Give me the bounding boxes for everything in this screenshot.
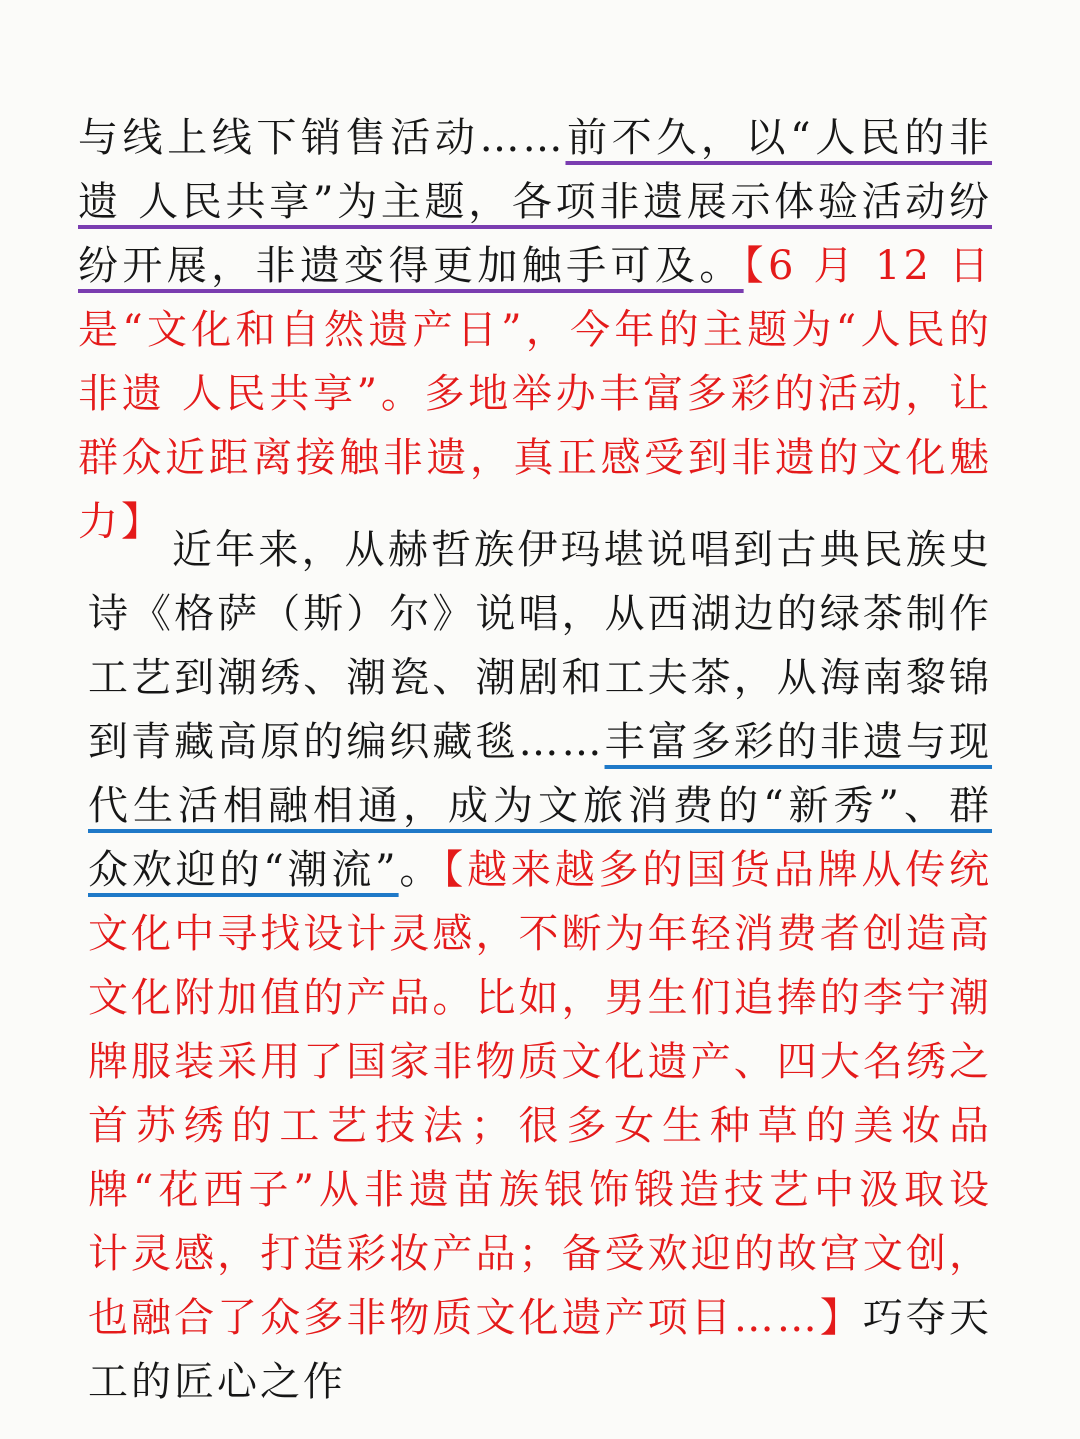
paragraph-1-underlined-highlight: 前不久，以“人民的非遗 人民共享”为主题，各项非遗展示体验活动纷纷开展，非遗变得更加触手可及。 — [78, 115, 993, 289]
paragraph-2 — [88, 518, 992, 1414]
paragraph-2-red-annotation: 【越来越多的国货品牌从传统文化中寻找设计灵感，不断为年轻消费者创造高文化附加值的产品。比如，男生们追捧的李宁潮牌服装采用了国家非物质文化遗产、四大名绣之首苏绣的工艺技法；很多女生种草的美妆品牌“花西子”从非遗苗族银饰锻造技艺中汲取设计灵感，打造彩妆产品；备受欢迎的故宫文创，也融合了众多非物质文化遗产项目……】 — [88, 847, 993, 1341]
paragraph-2-period: 。 — [398, 847, 444, 893]
paragraph-1-red-annotation: 【6 月 12 日是“文化和自然遗产日”，今年的主题为“人民的非遗 人民共享”。多地举办丰富多彩的活动，让群众近距离接触非遗，真正感受到非遗的文化魅力】 — [78, 243, 992, 545]
paragraph-1-lead: 与线上线下销售活动…… — [78, 115, 566, 161]
paragraph-2-underlined-highlight: 丰富多彩的非遗与现代生活相融相通，成为文旅消费的“新秀”、群众欢迎的“潮流” — [88, 719, 993, 893]
paragraph-2-tail: 巧夺天工的匠心之作 — [88, 1295, 993, 1405]
paragraph-1 — [78, 106, 992, 554]
paragraph-2-lead: 近年来，从赫哲族伊玛堪说唱到古典民族史诗《格萨（斯）尔》说唱，从西湖边的绿茶制作工艺到潮绣、潮瓷、潮剧和工夫茶，从海南黎锦到青藏高原的编织藏毯…… — [88, 527, 992, 765]
